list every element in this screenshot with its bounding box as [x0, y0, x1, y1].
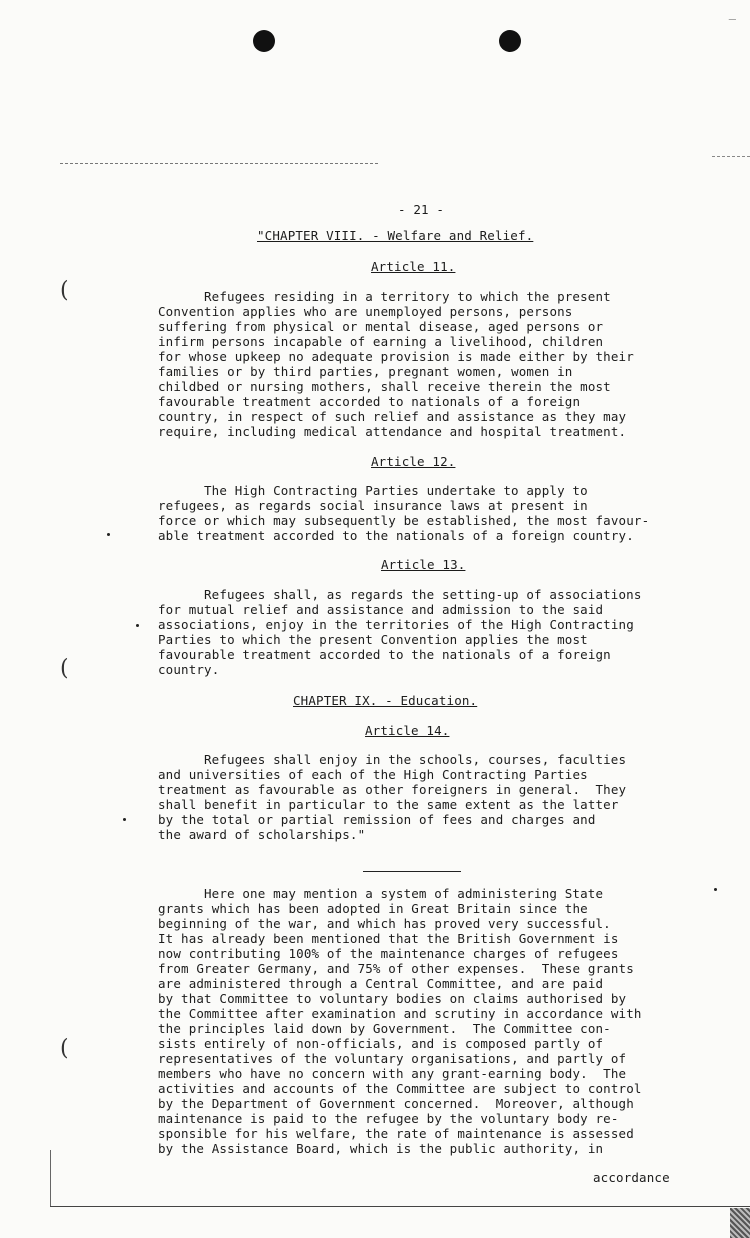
text-line: by the total or partial remission of fees and charges and — [158, 812, 596, 827]
text-line: favourable treatment accorded to nationals of a foreign — [158, 394, 581, 409]
text-line: force or which may subsequently be established, the most favour- — [158, 513, 650, 528]
text-line: Parties to which the present Convention applies the most — [158, 632, 588, 647]
margin-bracket-mark: ( — [60, 278, 69, 303]
chapter-ix-heading: CHAPTER IX. - Education. — [293, 693, 478, 708]
text-line: and universities of each of the High Contracting Parties — [158, 767, 588, 782]
text-line: activities and accounts of the Committee are subject to control — [158, 1081, 642, 1096]
text-line: by the Department of Government concerned. Moreover, although — [158, 1096, 634, 1111]
article-12-heading: Article 12. — [371, 454, 456, 469]
text-line: are administered through a Central Committee, and are paid — [158, 976, 604, 991]
text-line: by that Committee to voluntary bodies on claims authorised by — [158, 991, 627, 1006]
text-line: shall benefit in particular to the same extent as the latter — [158, 797, 619, 812]
text-line: It has already been mentioned that the British Government is — [158, 931, 619, 946]
text-line: beginning of the war, and which has proved very successful. — [158, 916, 611, 931]
text-line: country, in respect of such relief and assistance as they may — [158, 409, 627, 424]
text-line: representatives of the voluntary organisations, and partly of — [158, 1051, 627, 1066]
text-line: require, including medical attendance and hospital treatment. — [158, 424, 627, 439]
punch-hole-left — [253, 30, 275, 52]
text-line: maintenance is paid to the refugee by the voluntary body re- — [158, 1111, 619, 1126]
text-line: grants which has been adopted in Great Britain since the — [158, 901, 588, 916]
text-line: by the Assistance Board, which is the public authority, in — [158, 1141, 604, 1156]
text-line: Refugees shall, as regards the setting-up of associations — [204, 587, 642, 602]
text-line: the Committee after examination and scrutiny in accordance with — [158, 1006, 642, 1021]
margin-bracket-mark: ( — [60, 656, 69, 681]
text-line: the principles laid down by Government. The Committee con- — [158, 1021, 611, 1036]
catchword: accordance — [593, 1170, 670, 1185]
text-line: the award of scholarships." — [158, 827, 366, 842]
article-11-heading: Article 11. — [371, 259, 456, 274]
text-line: treatment as favourable as other foreigners in general. They — [158, 782, 627, 797]
dotted-rule-right — [712, 156, 750, 157]
text-line: for mutual relief and assistance and admission to the said — [158, 602, 604, 617]
text-line: suffering from physical or mental disease, aged persons or — [158, 319, 604, 334]
margin-dot — [123, 818, 126, 821]
text-line: able treatment accorded to the nationals of a foreign country. — [158, 528, 634, 543]
section-divider — [363, 871, 461, 872]
text-line: members who have no concern with any grant-earning body. The — [158, 1066, 627, 1081]
punch-hole-right — [499, 30, 521, 52]
margin-bracket-mark: ( — [60, 1036, 69, 1061]
text-line: Refugees shall enjoy in the schools, courses, faculties — [204, 752, 627, 767]
text-line: families or by third parties, pregnant women, women in — [158, 364, 573, 379]
chapter-viii-heading: "CHAPTER VIII. - Welfare and Relief. — [257, 228, 534, 243]
text-line: for whose upkeep no adequate provision is made either by their — [158, 349, 634, 364]
article-13-heading: Article 13. — [381, 557, 466, 572]
page-bottom-edge — [50, 1206, 750, 1207]
dotted-rule — [60, 163, 378, 164]
text-line: sponsible for his welfare, the rate of maintenance is assessed — [158, 1126, 634, 1141]
page-edge — [50, 1150, 51, 1207]
text-line: Here one may mention a system of administering State — [204, 886, 604, 901]
text-line: The High Contracting Parties undertake to apply to — [204, 483, 588, 498]
text-line: refugees, as regards social insurance laws at present in — [158, 498, 588, 513]
margin-dot — [107, 533, 110, 536]
text-line: Convention applies who are unemployed persons, persons — [158, 304, 573, 319]
text-line: favourable treatment accorded to the nationals of a foreign — [158, 647, 611, 662]
text-line: Refugees residing in a territory to which the present — [204, 289, 611, 304]
text-line: from Greater Germany, and 75% of other expenses. These grants — [158, 961, 634, 976]
text-line: country. — [158, 662, 220, 677]
article-14-heading: Article 14. — [365, 723, 450, 738]
scan-corner-artifact — [730, 1208, 750, 1238]
margin-dot — [136, 624, 139, 627]
margin-dot — [714, 888, 717, 891]
text-line: associations, enjoy in the territories of the High Contracting — [158, 617, 634, 632]
text-line: infirm persons incapable of earning a livelihood, children — [158, 334, 604, 349]
text-line: now contributing 100% of the maintenance charges of refugees — [158, 946, 619, 961]
text-line: sists entirely of non-officials, and is composed partly of — [158, 1036, 604, 1051]
corner-mark-top: ‾ — [728, 18, 736, 32]
text-line: childbed or nursing mothers, shall receive therein the most — [158, 379, 611, 394]
page-number: - 21 - — [398, 202, 445, 217]
